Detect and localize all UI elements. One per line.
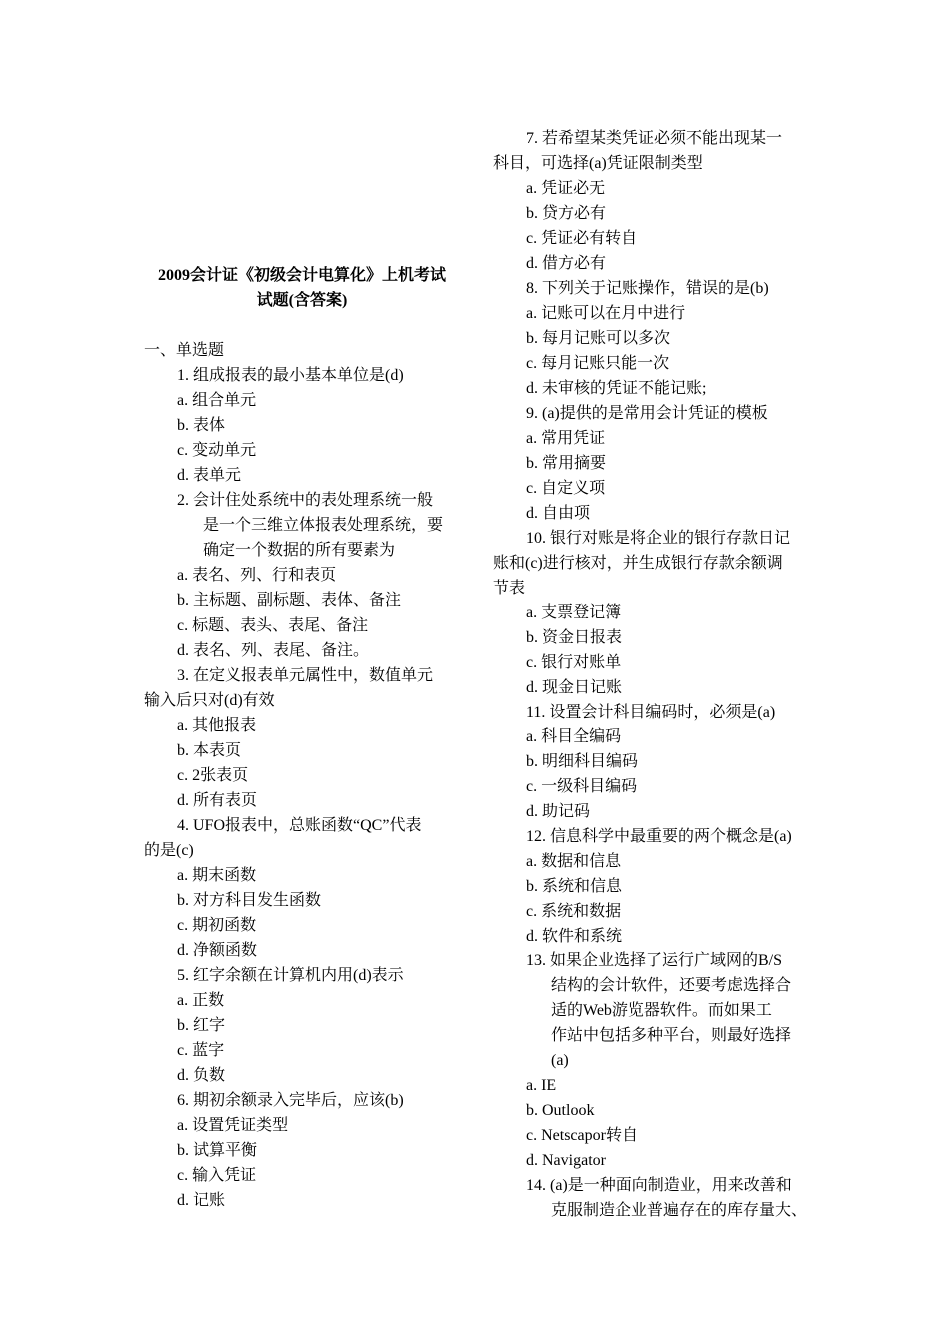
answer-option: b. 表体	[177, 417, 226, 434]
answer-option: d. 净额函数	[177, 942, 258, 959]
answer-option: b. 试算平衡	[177, 1142, 258, 1159]
answer-option: c. 2张表页	[177, 767, 249, 784]
answer-option: d. 未审核的凭证不能记账;	[526, 380, 707, 397]
answer-option: c. 凭证必有转自	[526, 230, 638, 247]
answer-option: c. 输入凭证	[177, 1167, 257, 1184]
answer-option: a. 支票登记簿	[526, 604, 622, 621]
question-stem: 确定一个数据的所有要素为	[203, 542, 396, 559]
answer-option: c. 每月记账只能一次	[526, 355, 670, 372]
answer-option: b. 明细科目编码	[526, 753, 639, 770]
answer-option: a. 其他报表	[177, 717, 257, 734]
answer-option: b. 系统和信息	[526, 878, 623, 895]
answer-option: c. 系统和数据	[526, 903, 622, 920]
answer-option: a. 表名、列、行和表页	[177, 567, 337, 584]
answer-option: c. 蓝字	[177, 1042, 225, 1059]
question-stem: 科目，可选择(a)凭证限制类型	[493, 155, 703, 172]
answer-option: d. 所有表页	[177, 792, 258, 809]
answer-option: c. 变动单元	[177, 442, 257, 459]
answer-option: d. 表单元	[177, 467, 242, 484]
answer-option: b. 贷方必有	[526, 205, 607, 222]
answer-option: a. 常用凭证	[526, 430, 606, 447]
answer-option: c. 一级科目编码	[526, 778, 638, 795]
question-stem: 结构的会计软件，还要考虑选择合	[551, 977, 792, 994]
question-stem: 节表	[493, 580, 526, 597]
question-stem: 3. 在定义报表单元属性中，数值单元	[177, 667, 434, 684]
answer-option: a. 期末函数	[177, 867, 257, 884]
question-stem: 适的Web游览器软件。而如果工	[551, 1002, 772, 1019]
answer-option: d. Navigator	[526, 1152, 606, 1169]
answer-option: a. 数据和信息	[526, 853, 622, 870]
answer-option: b. 主标题、副标题、表体、备注	[177, 592, 402, 609]
answer-option: a. 记账可以在月中进行	[526, 305, 686, 322]
question-stem: 1. 组成报表的最小基本单位是(d)	[177, 367, 404, 384]
answer-option: b. 对方科目发生函数	[177, 892, 322, 909]
document-title-line-2: 试题(含答案)	[256, 292, 348, 309]
answer-option: c. 银行对账单	[526, 654, 622, 671]
question-stem: 13. 如果企业选择了运行广域网的B/S	[526, 952, 783, 969]
answer-option: b. Outlook	[526, 1102, 595, 1119]
question-stem: 11. 设置会计科目编码时，必须是(a)	[526, 704, 776, 721]
answer-option: d. 负数	[177, 1067, 226, 1084]
answer-option: b. 资金日报表	[526, 629, 623, 646]
answer-option: c. 期初函数	[177, 917, 257, 934]
answer-option: a. 凭证必无	[526, 180, 606, 197]
answer-option: a. 组合单元	[177, 392, 257, 409]
question-stem: 5. 红字余额在计算机内用(d)表示	[177, 967, 404, 984]
answer-option: a. 正数	[177, 992, 225, 1009]
question-stem: 账和(c)进行核对，并生成银行存款余额调	[493, 555, 783, 572]
answer-option: b. 常用摘要	[526, 455, 607, 472]
question-stem: 14. (a)是一种面向制造业，用来改善和	[526, 1177, 792, 1194]
question-stem: (a)	[551, 1052, 569, 1069]
question-stem: 4. UFO报表中，总账函数“QC”代表	[177, 817, 422, 834]
answer-option: b. 每月记账可以多次	[526, 330, 671, 347]
question-stem: 10. 银行对账是将企业的银行存款日记	[526, 530, 791, 547]
answer-option: a. IE	[526, 1077, 557, 1094]
answer-option: d. 记账	[177, 1192, 226, 1209]
answer-option: d. 自由项	[526, 505, 591, 522]
question-stem: 作站中包括多种平台，则最好选择	[551, 1027, 792, 1044]
question-stem: 是一个三维立体报表处理系统，要	[203, 517, 444, 534]
answer-option: d. 借方必有	[526, 255, 607, 272]
answer-option: c. Netscapor转自	[526, 1127, 638, 1144]
question-stem: 7. 若希望某类凭证必须不能出现某一	[526, 130, 783, 147]
answer-option: a. 科目全编码	[526, 728, 622, 745]
answer-option: b. 本表页	[177, 742, 242, 759]
question-stem: 2. 会计住处系统中的表处理系统一般	[177, 492, 434, 509]
document-title-line-1: 2009会计证《初级会计电算化》上机考试	[157, 267, 446, 284]
question-stem: 克服制造企业普遍存在的库存量大、	[551, 1202, 808, 1219]
question-stem: 12. 信息科学中最重要的两个概念是(a)	[526, 828, 792, 845]
question-stem: 8. 下列关于记账操作，错误的是(b)	[526, 280, 769, 297]
answer-option: d. 现金日记账	[526, 679, 623, 696]
answer-option: a. 设置凭证类型	[177, 1117, 289, 1134]
question-stem: 6. 期初余额录入完毕后，应该(b)	[177, 1092, 404, 1109]
section-heading: 一、单选题	[144, 342, 225, 359]
answer-option: d. 表名、列、表尾、备注。	[177, 642, 370, 659]
answer-option: d. 助记码	[526, 803, 591, 820]
answer-option: c. 自定义项	[526, 480, 606, 497]
question-stem: 9. (a)提供的是常用会计凭证的模板	[526, 405, 768, 422]
answer-option: c. 标题、表头、表尾、备注	[177, 617, 369, 634]
answer-option: b. 红字	[177, 1017, 226, 1034]
answer-option: d. 软件和系统	[526, 928, 623, 945]
question-stem: 的是(c)	[144, 842, 194, 859]
question-stem: 输入后只对(d)有效	[144, 692, 275, 709]
